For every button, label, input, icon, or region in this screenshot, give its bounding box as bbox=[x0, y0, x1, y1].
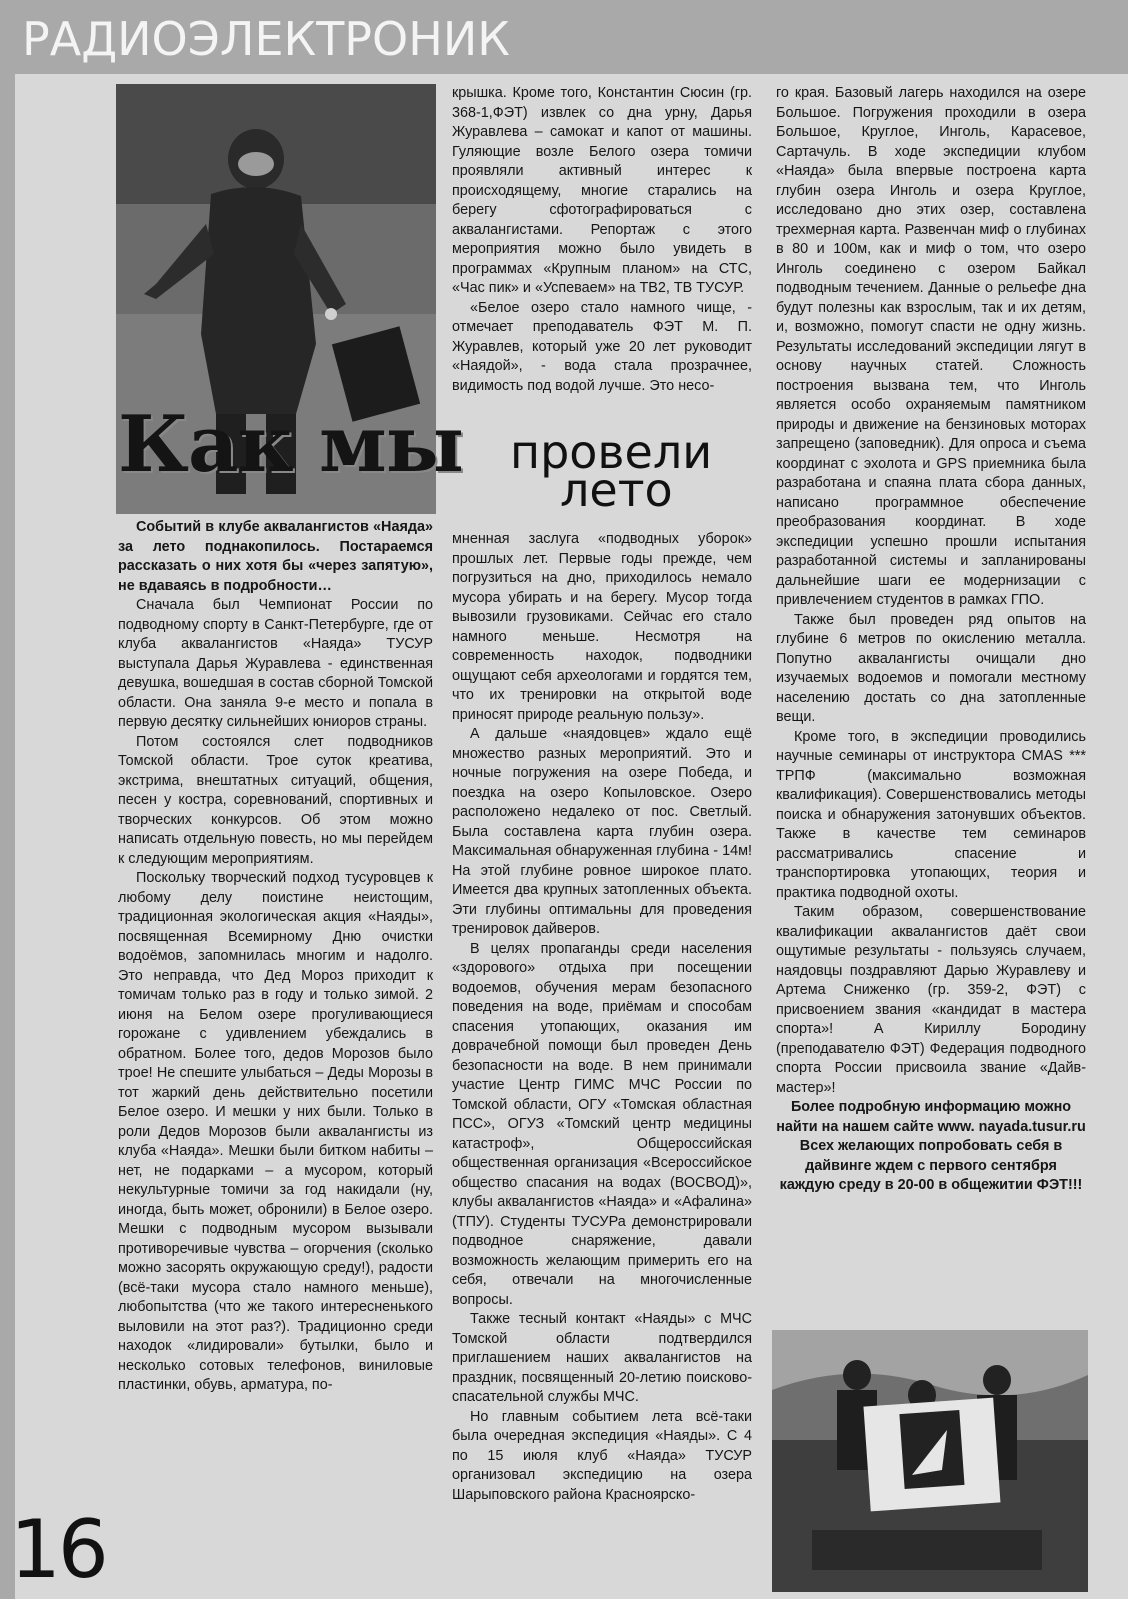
headline-tertiary: лето bbox=[560, 463, 673, 517]
page-number: 16 bbox=[10, 1503, 106, 1596]
masthead-title: РАДИОЭЛЕКТРОНИК bbox=[22, 12, 510, 66]
team-photo bbox=[772, 1330, 1088, 1592]
paragraph: Но главным событием лета всё-таки была очередная экспедиция «Наяды». С 4 по 15 июля клуб «Наяда» ТУСУР организовал экспедицию на озера Шарыповского района Красноярско- bbox=[452, 1408, 752, 1503]
paragraph: А дальше «наядовцев» ждало ещё множество разных мероприятий. Это и ночные погружения на озере Победа, и поездка на озеро Копыловское. Озеро расположено недалеко от пос. Светлый. Была составлена карта глубин озера. Максимальная обнаруженная глубина - 14м! На этой глубине ровное широкое плато. Имеется два крупных затопленных объекта. Эти глубины оптимальны для проведения тренировок дайверов. bbox=[452, 726, 752, 937]
article-lead: Событий в клубе аквалангистов «Наяда» за лето поднакопилось. Постараемся рассказать о них хотя бы «через запятую», не вдаваясь в подробности… bbox=[118, 519, 433, 594]
article-column-2-top bbox=[452, 84, 752, 396]
paragraph: Также был проведен ряд опытов на глубине 6 метров по окислению металла. Попутно аквалангисты очищали дно изучаемых водоемов и помогали местному населению достать со дна затопленные вещи. bbox=[776, 611, 1086, 725]
article-column-3 bbox=[776, 84, 1086, 1196]
headline-secondary: провели bbox=[510, 425, 713, 479]
invitation-note: Всех желающих попробовать себя в дайвинге ждем с первого сентября каждую среду в 20-00 в общежитии ФЭТ!!! bbox=[779, 1138, 1083, 1193]
paragraph: Потом состоялся слет подводников Томской области. Трое суток креатива, экстрима, внештатных ситуаций, общения, песен у костра, соревнований, спортивных и творческих конкурсов. Об этом можно написать отдельную повесть, но мы перейдем к следующим мероприятиям. bbox=[118, 733, 433, 867]
paragraph: мненная заслуга «подводных уборок» прошлых лет. Первые годы прежде, чем погрузиться на дно, приходилось немало мусора убирать и на берегу. Мусор тогда вывозили грузовиками. Сейчас его стало намного меньше. Несмотря на современность находок, подводники ощущают себя археологами и гордятся тем, что их тренировки на открытой воде приносят природе реальную пользу». bbox=[452, 531, 752, 723]
paragraph: Поскольку творческий подход тусуровцев к любому делу поистине неистощим, традиционная экологическая акция «Наяды», посвященная Всемирному Дню очистки водоёмов, запомнилась многим и надолго. Это неправда, что Дед Мороз приходит к томичам только раз в году и только зимой. 2 июня на Белом озере прогуливающиеся горожане с удивлением убеждались в обратном. Более того, дедов Морозов было трое! Не спешите улыбаться – Деды Морозы в тот жаркий день действительно посетили Белое озеро. И мешки у них были. Только в роли Дедов Морозов были аквалангисты из клуба «Наяда». Мешки были битком набиты – нет, не подарками – а мусором, который некультурные томичи за год накидали (ну, иногда, быть может, обронили) в Белое озеро. Мешки с подводным мусором вызывали противоречивые чувства – огорчения (сколько можно засорять окружающую среду!), радости (всё-таки мусора стало намного меньше), любопытства (что же такого интересненького выловили на этот раз?). Традиционно среди находок «лидировали» бутылки, было и несколько сотовых телефонов, виниловые пластинки, обувь, арматура, по- bbox=[118, 870, 433, 1393]
paragraph: Также тесный контакт «Наяды» с МЧС Томской области подтвердился приглашением наших аквалангистов на праздник, посвященный 20-летию поисково-спасательной службы МЧС. bbox=[452, 1311, 752, 1405]
article-column-1 bbox=[118, 518, 433, 1396]
headline-main: Как мы bbox=[118, 399, 463, 490]
left-margin-strip bbox=[0, 74, 15, 1599]
website-note: Более подробную информацию можно найти на нашем сайте www. nayada.tusur.ru bbox=[776, 1099, 1086, 1135]
paragraph: Сначала был Чемпионат России по подводному спорту в Санкт-Петербурге, где от клуба аквалангистов «Наяда» ТУСУР выступала Дарья Журавлева - единственная девушка, вошедшая в состав сборной Томской области. Она заняла 9-е место и попала в первую десятку сильнейших юниоров страны. bbox=[118, 597, 433, 730]
paragraph: Таким образом, совершенствование квалификации аквалангистов даёт свои ощутимые результаты - пользуясь случаем, наядовцы поздравляют Дарью Журавлеву и Артема Сниженко (гр. 359-2, ФЭТ) с присвоением звания «кандидат в мастера спорта»! А Кириллу Бородину (преподавателю ФЭТ) Федерация подводного спорта России присвоила звание «Дайв-мастер»! bbox=[776, 904, 1086, 1096]
masthead bbox=[0, 0, 1128, 74]
paragraph: го края. Базовый лагерь находился на озере Большое. Погружения проходили в озера Большое, Круглое, Инголь, Карасевое, Сартачуль. В ходе экспедиции клубом «Наяда» была впервые построена карта глубин озера Инголь и озера Круглое, исследовано дно этих озер, составлена трехмерная карта. Развенчан миф о глубинах в 80 и 100м, как и миф о том, что озеро Инголь соединено с озером Байкал подводным течением. Данные о рельефе дна будут полезны как взрослым, так и их детям, и, возможно, помогут спасти не одну жизнь. Результаты исследований экспедиции лягут в основу научных статей. Сложность построения вызвана тем, что Инголь является особо охраняемым памятником природы и движение на бензиновых моторах запрещено (заповедник). Для опроса и съема координат с эхолота и GPS приемника была разработана и спаяна плата сбора данных, написано программное обеспечение преобразования координат. В ходе экспедиции успешно прошли испытания разработанной системы и запланированы дальнейшие шаги ее модернизации с привлечением студентов в рамках ГПО. bbox=[776, 85, 1086, 608]
paragraph: В целях пропаганды среди населения «здорового» отдыха при посещении водоемов, обучения мерам безопасного поведения на воде, приёмам и способам спасения утопающих, оказания им доврачебной помощи был проведен День безопасности на воде. В нем принимали участие Центр ГИМС МЧС России по Томской области, ОГУ «Томская областная ПСС», ОГУЗ «Томский центр медицины катастроф», Общероссийская общественная организация «Всероссийское общество спасания на водах (ВОСВОД)», клубы аквалангистов «Наяда» и «Афалина» (ТПУ). Студенты ТУСУРа демонстрировали подводное снаряжение, давали возможность желающим примерить его на себя, отвечали на многочисленные вопросы. bbox=[452, 940, 752, 1308]
article-column-2-bottom bbox=[452, 530, 752, 1505]
paragraph: «Белое озеро стало намного чище, - отмечает преподаватель ФЭТ М. П. Журавлев, который уже 20 лет руководит «Наядой», - вода стала прозрачнее, видимость под водой лучше. Это несо- bbox=[452, 299, 752, 394]
paragraph: Кроме того, в экспедиции проводились научные семинары от инструктора CMAS *** ТРПФ (максимально возможная квалификация). Совершенствовались методы поиска и обнаружения затонувших объектов. Также в качестве тем семинаров рассматривались спасение и транспортировка утопающих, теория и практика подводной охоты. bbox=[776, 728, 1086, 901]
paragraph: крышка. Кроме того, Константин Сюсин (гр. 368-1,ФЭТ) извлек со дна урну, Дарья Журавлева – самокат и капот от машины. Гуляющие возле Белого озера томичи проявляли активный интерес к происходящему, многие старались на берегу сфотографироваться с аквалангистами. Репортаж с этого мероприятия можно было увидеть в программах «Крупным планом» на СТС, «Час пик» и «Успеваем» на ТВ2, ТВ ТУСУР. bbox=[452, 85, 752, 296]
